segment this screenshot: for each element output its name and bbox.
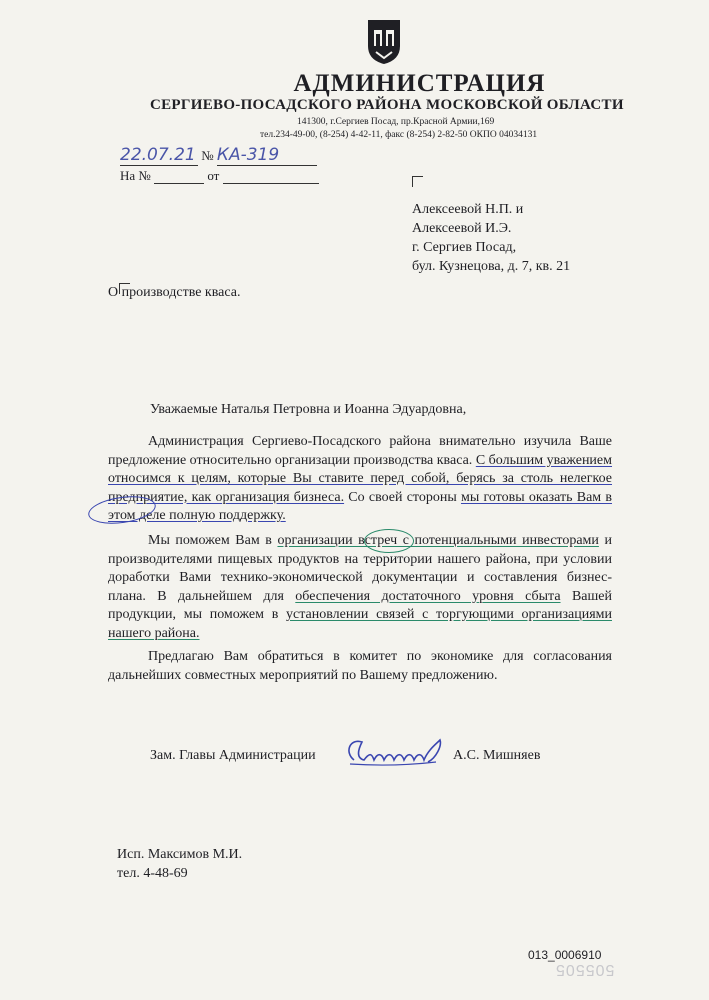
handwritten-date: 22.07.21 (120, 145, 198, 166)
paragraph-text: Вашей продукции, мы поможем в (108, 588, 612, 622)
recipient-line: Алексеевой И.Э. (412, 221, 512, 236)
executor-name: Исп. Максимов М.И. (117, 847, 243, 862)
handwritten-number: КА-319 (217, 145, 317, 166)
recipient-line: г. Сергиев Посад, (412, 240, 517, 255)
reference-line (120, 168, 319, 184)
signatory-position: Зам. Главы Администрации (150, 748, 316, 763)
paragraph-text: и производителями пищевых продуктов на территории нашего района, при условии доработки Вами технико-экономической документации и составления бизнес-плана. В дальнейшем для (108, 533, 612, 604)
handwritten-signature (340, 732, 450, 772)
document-number: 013_0006910 (528, 948, 602, 962)
corner-mark (412, 176, 423, 187)
reference-date-blank (223, 171, 319, 184)
underlined-text: организации встреч с потенциальными инвесторами (277, 533, 599, 548)
paragraph-3: Предлагаю Вам обратиться в комитет по экономике для согласования дальнейших совместных мероприятий по Вашему предложению. (108, 649, 612, 683)
underlined-text: обеспечения достаточного уровня сбыта (295, 588, 561, 604)
underlined-text: установлении связей с торгующими организациями нашего района. (108, 607, 612, 641)
letter-subject: О производстве кваса. (108, 285, 241, 300)
paragraph-1 (108, 433, 612, 526)
reference-from-label: от (207, 168, 220, 183)
organization-subtitle: СЕРГИЕВО-ПОСАДСКОГО РАЙОНА МОСКОВСКОЙ ОБЛАСТИ (150, 97, 624, 113)
ink-circle-mark (364, 529, 414, 553)
underlined-text: мы готовы оказать Вам в этом деле полную поддержку. (108, 489, 612, 523)
recipient-line: Алексеевой Н.П. и (412, 202, 524, 217)
stamp-number: 505505 (555, 961, 615, 978)
paragraph-2 (108, 532, 612, 643)
reference-number-blank (154, 171, 204, 184)
organization-title: АДМИНИСТРАЦИЯ (293, 70, 546, 97)
letter-greeting: Уважаемые Наталья Петровна и Иоанна Эдуардовна, (150, 402, 467, 417)
paragraph-text: Со своей стороны (344, 489, 461, 505)
signatory-name: А.С. Мишняев (453, 748, 541, 763)
recipient-block (412, 200, 570, 276)
coat-of-arms-icon (364, 16, 404, 66)
paragraph-text: Администрация Сергиево-Посадского района внимательно изучила Ваше предложение относительно организации производства кваса. (108, 434, 612, 468)
reference-label: На № (120, 168, 151, 183)
number-sign: № (201, 148, 214, 163)
organization-contacts: тел.234-49-00, (8-254) 4-42-11, факс (8-254) 2-82-50 ОКПО 04034131 (260, 130, 538, 140)
executor-block (117, 845, 242, 883)
executor-phone: тел. 4-48-69 (117, 866, 188, 881)
organization-address: 141300, г.Сергиев Посад, пр.Красной Армии,169 (297, 117, 495, 127)
recipient-line: бул. Кузнецова, д. 7, кв. 21 (412, 259, 571, 274)
paragraph-text: Мы поможем Вам в (148, 533, 278, 548)
registration-line (120, 145, 317, 166)
underlined-text: С большим уважением относимся к целям, которые Вы ставите перед собой, берясь за столь нелегкое предприятие, как организация бизнеса. (108, 452, 613, 505)
